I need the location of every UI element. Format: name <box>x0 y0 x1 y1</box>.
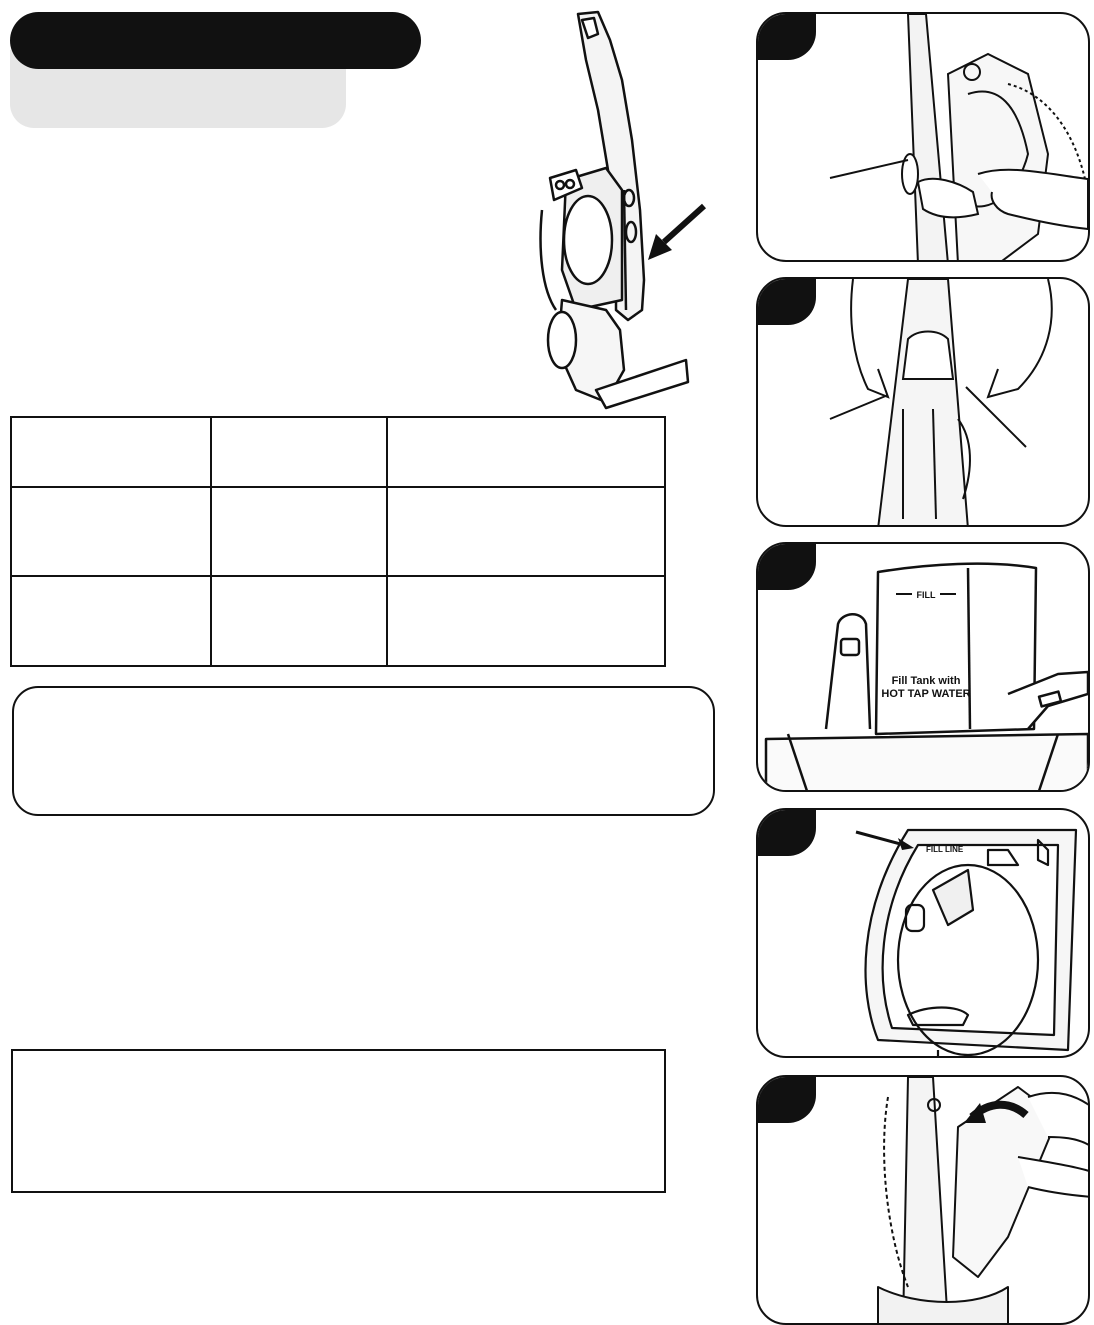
figure-panel-5 <box>756 1075 1090 1325</box>
table-cell <box>387 417 665 487</box>
tank-instruction-line-2: HOT TAP WATER <box>881 688 971 700</box>
table-cell <box>211 417 387 487</box>
table-cell <box>11 487 211 576</box>
note-box <box>12 686 715 816</box>
table-cell <box>387 576 665 666</box>
tank-instruction-line-1: Fill Tank with <box>891 675 961 687</box>
upright-cleaner-illustration <box>536 10 722 412</box>
table-row <box>11 417 665 487</box>
figure-panel-3 <box>756 542 1090 792</box>
table-cell <box>11 576 211 666</box>
figure-panel-4 <box>756 808 1090 1058</box>
title-banner <box>10 12 421 69</box>
table-row <box>11 576 665 666</box>
table-cell <box>211 487 387 576</box>
table-cell <box>211 576 387 666</box>
specification-table <box>10 416 666 667</box>
table-cell <box>11 417 211 487</box>
warning-box <box>11 1049 666 1193</box>
fill-line-label: FILL LINE <box>926 845 964 854</box>
table-cell <box>387 487 665 576</box>
figure-panel-2 <box>756 277 1090 527</box>
figure-panel-1 <box>756 12 1090 262</box>
fill-label: FILL <box>916 590 936 600</box>
table-row <box>11 487 665 576</box>
